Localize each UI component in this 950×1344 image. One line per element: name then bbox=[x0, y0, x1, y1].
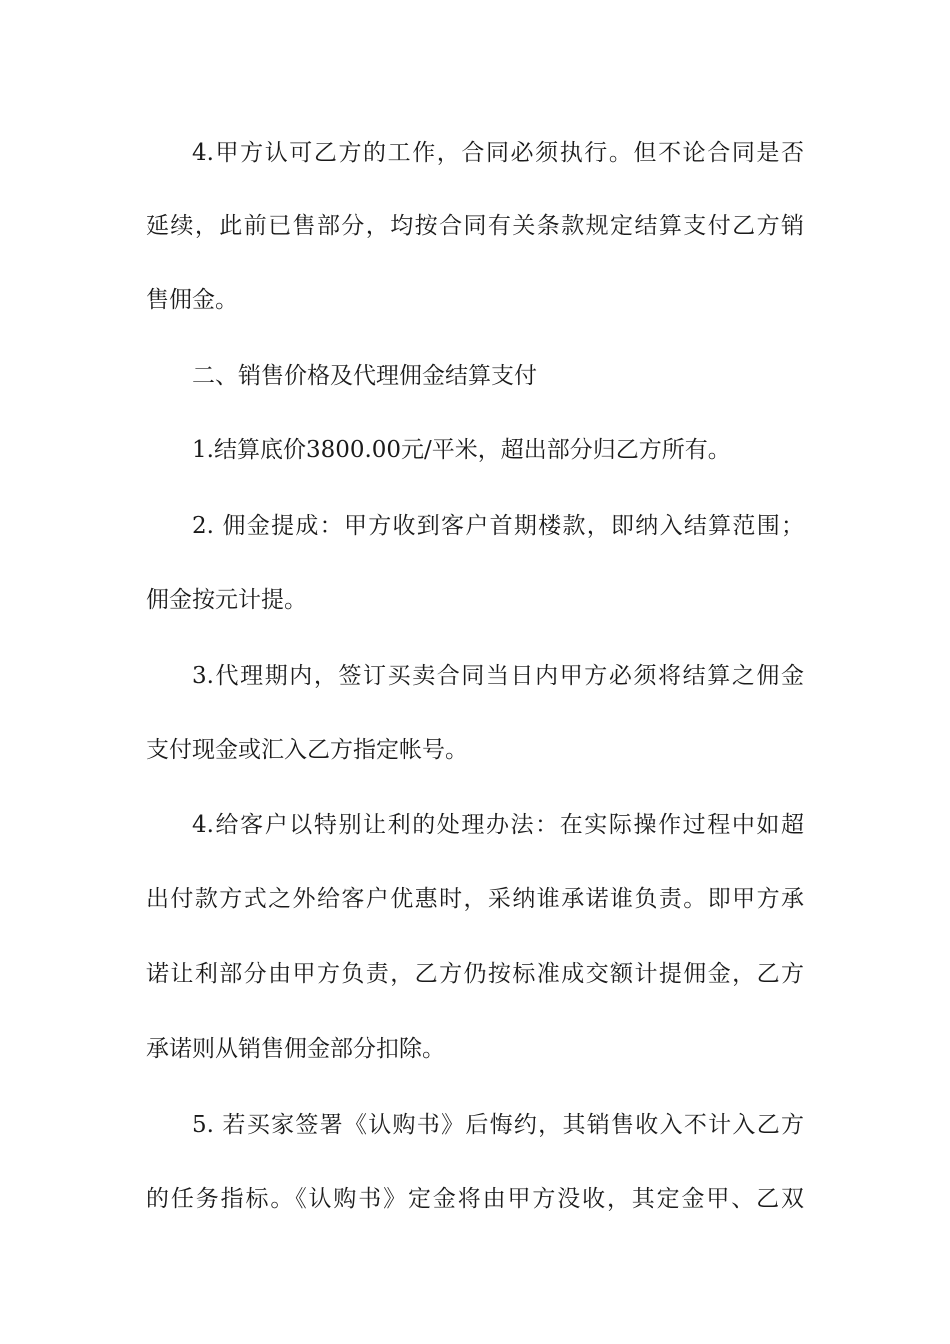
text-line-15: 的任务指标。《认购书》定金将由甲方没收，其定金甲、乙双 bbox=[146, 1186, 804, 1212]
section-heading: 二、销售价格及代理佣金结算支付 bbox=[192, 363, 537, 389]
text-line-5: 1.结算底价3800.00元/平米，超出部分归乙方所有。 bbox=[192, 437, 731, 463]
text-line-3: 售佣金。 bbox=[146, 287, 238, 313]
text-line-6: 2. 佣金提成：甲方收到客户首期楼款，即纳入结算范围； bbox=[192, 513, 804, 539]
text-line-13: 承诺则从销售佣金部分扣除。 bbox=[146, 1036, 445, 1062]
text-line-8: 3.代理期内，签订买卖合同当日内甲方必须将结算之佣金 bbox=[192, 663, 804, 689]
text-line-11: 出付款方式之外给客户优惠时，采纳谁承诺谁负责。即甲方承 bbox=[146, 886, 804, 912]
text-line-10: 4.给客户以特别让利的处理办法：在实际操作过程中如超 bbox=[192, 812, 804, 838]
text-line-2: 延续，此前已售部分，均按合同有关条款规定结算支付乙方销 bbox=[146, 213, 804, 239]
text-line-9: 支付现金或汇入乙方指定帐号。 bbox=[146, 737, 468, 763]
text-line-7: 佣金按元计提。 bbox=[146, 587, 307, 613]
text-line-12: 诺让利部分由甲方负责，乙方仍按标准成交额计提佣金，乙方 bbox=[146, 961, 804, 987]
text-line-14: 5. 若买家签署《认购书》后悔约，其销售收入不计入乙方 bbox=[192, 1112, 804, 1138]
text-line-1: 4.甲方认可乙方的工作，合同必须执行。但不论合同是否 bbox=[192, 140, 804, 166]
